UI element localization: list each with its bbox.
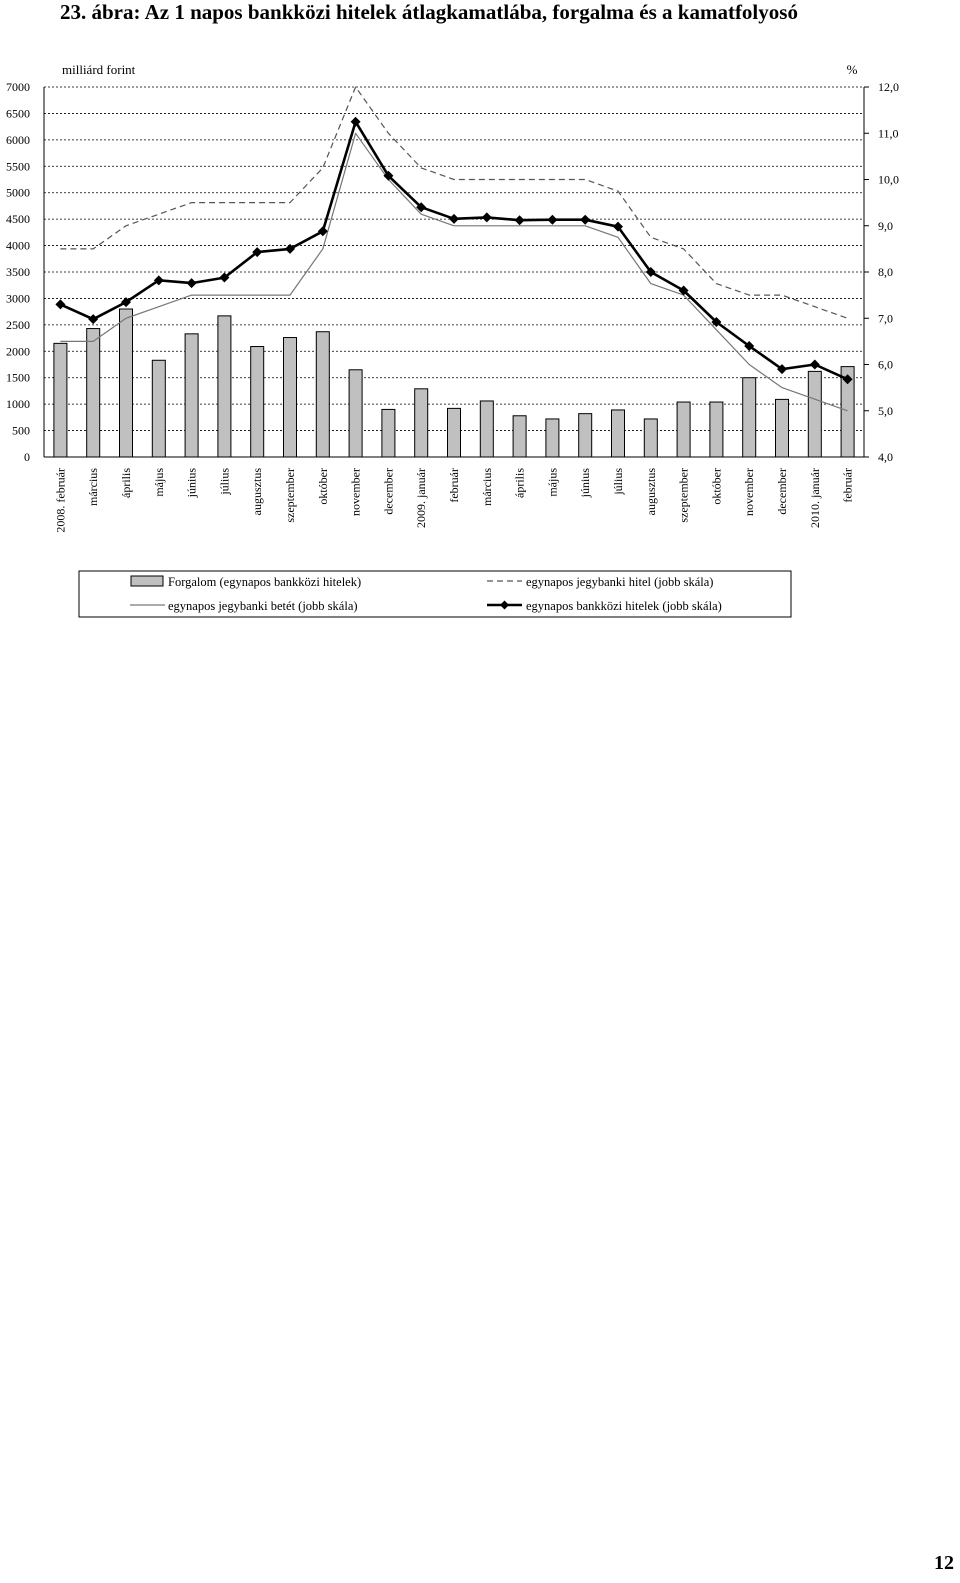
right-tick-label: 6,0 bbox=[878, 357, 893, 372]
bar bbox=[677, 402, 690, 457]
bar bbox=[120, 309, 133, 457]
left-tick-label: 7000 bbox=[6, 80, 30, 94]
diamond-marker bbox=[88, 314, 98, 324]
x-tick-label: február bbox=[840, 468, 855, 503]
legend-swatch-bar bbox=[131, 576, 163, 586]
bar bbox=[776, 399, 789, 457]
page-title: 23. ábra: Az 1 napos bankközi hitelek átlagkamatlába, forgalma és a kamatfolyosó bbox=[60, 0, 798, 24]
bar bbox=[808, 371, 821, 457]
bar bbox=[546, 419, 559, 457]
gridlines bbox=[44, 87, 864, 431]
right-tick-label: 7,0 bbox=[878, 311, 893, 326]
left-tick-label: 1000 bbox=[6, 397, 30, 412]
bar bbox=[579, 414, 592, 457]
bar bbox=[382, 409, 395, 457]
diamond-marker bbox=[580, 215, 590, 225]
left-tick-label: 0 bbox=[24, 450, 30, 464]
bar bbox=[152, 360, 165, 457]
diamond-marker bbox=[449, 214, 459, 224]
right-tick-label: 11,0 bbox=[878, 126, 899, 141]
diamond-marker bbox=[515, 215, 525, 225]
left-tick-label: 1500 bbox=[6, 370, 30, 385]
right-tick-label: 4,0 bbox=[878, 450, 893, 464]
right-tick-label: 9,0 bbox=[878, 218, 893, 233]
x-tick-label: október bbox=[709, 468, 724, 505]
x-tick-label: június bbox=[578, 468, 593, 498]
x-tick-label: március bbox=[86, 468, 101, 506]
left-tick-label: 4500 bbox=[6, 212, 30, 227]
diamond-marker bbox=[482, 212, 492, 222]
x-tick-label: június bbox=[184, 468, 199, 498]
line-series bbox=[55, 87, 852, 411]
x-tick-label: november bbox=[348, 468, 363, 516]
right-tick-label: 5,0 bbox=[878, 403, 893, 418]
legend-label-thin: egynapos jegybanki betét (jobb skála) bbox=[168, 599, 358, 613]
left-tick-label: 4000 bbox=[6, 238, 30, 253]
axes bbox=[6, 80, 899, 533]
diamond-marker bbox=[55, 299, 65, 309]
series-line-1 bbox=[60, 87, 847, 318]
diamond-marker bbox=[547, 215, 557, 225]
x-tick-label: július bbox=[611, 468, 625, 495]
bar bbox=[218, 316, 231, 457]
bar bbox=[316, 332, 329, 457]
right-axis-unit: % bbox=[846, 62, 858, 77]
x-tick-label: április bbox=[512, 468, 527, 498]
bar bbox=[349, 370, 362, 457]
page-number: 12 bbox=[934, 1552, 954, 1574]
bar bbox=[480, 401, 493, 457]
bar bbox=[743, 378, 756, 457]
legend bbox=[79, 571, 791, 617]
diamond-marker bbox=[187, 278, 197, 288]
x-tick-label: július bbox=[217, 468, 232, 495]
bar bbox=[513, 416, 526, 457]
x-tick-label: március bbox=[479, 468, 494, 506]
x-tick-label: május bbox=[151, 468, 166, 497]
bar bbox=[612, 410, 625, 457]
legend-label-dashed: egynapos jegybanki hitel (jobb skála) bbox=[526, 575, 714, 589]
right-tick-label: 10,0 bbox=[878, 172, 899, 187]
bar bbox=[87, 329, 100, 457]
left-tick-label: 6500 bbox=[6, 106, 30, 121]
bar bbox=[448, 408, 461, 457]
left-tick-label: 500 bbox=[12, 423, 30, 438]
x-tick-label: február bbox=[447, 468, 461, 503]
x-tick-label: augusztus bbox=[250, 468, 265, 516]
x-tick-label: május bbox=[545, 468, 560, 497]
x-tick-label: 2009. január bbox=[414, 468, 429, 528]
left-tick-label: 6000 bbox=[6, 132, 30, 147]
x-tick-label: szeptember bbox=[676, 468, 691, 523]
left-axis-unit: milliárd forint bbox=[62, 62, 136, 77]
x-tick-label: november bbox=[742, 468, 757, 516]
combo-chart bbox=[0, 0, 960, 640]
left-tick-label: 2000 bbox=[6, 344, 30, 359]
left-tick-label: 2500 bbox=[6, 317, 30, 332]
x-tick-label: december bbox=[381, 468, 396, 515]
x-tick-label: 2010. január bbox=[807, 468, 822, 528]
bar bbox=[185, 334, 198, 457]
left-tick-label: 5500 bbox=[6, 159, 30, 174]
x-tick-label: augusztus bbox=[643, 468, 658, 516]
bar bbox=[284, 338, 297, 457]
x-tick-label: október bbox=[315, 468, 330, 505]
x-tick-label: április bbox=[119, 468, 133, 498]
left-tick-label: 5000 bbox=[6, 185, 30, 200]
x-tick-label: december bbox=[775, 468, 789, 515]
left-tick-label: 3500 bbox=[6, 265, 30, 279]
right-tick-label: 8,0 bbox=[878, 265, 893, 279]
bar bbox=[251, 347, 264, 457]
bar bbox=[710, 402, 723, 457]
x-tick-label: 2008. február bbox=[53, 468, 68, 533]
legend-label-thick: egynapos bankközi hitelek (jobb skála) bbox=[526, 599, 722, 613]
legend-label-bar: Forgalom (egynapos bankközi hitelek) bbox=[168, 575, 362, 589]
left-tick-label: 3000 bbox=[6, 291, 30, 306]
right-tick-label: 12,0 bbox=[878, 80, 899, 94]
bar bbox=[54, 343, 67, 457]
bar-series bbox=[54, 309, 854, 457]
bar bbox=[644, 419, 657, 457]
diamond-marker bbox=[810, 360, 820, 370]
x-tick-label: szeptember bbox=[283, 468, 297, 523]
bar bbox=[415, 389, 428, 457]
series-line-3 bbox=[60, 122, 847, 380]
